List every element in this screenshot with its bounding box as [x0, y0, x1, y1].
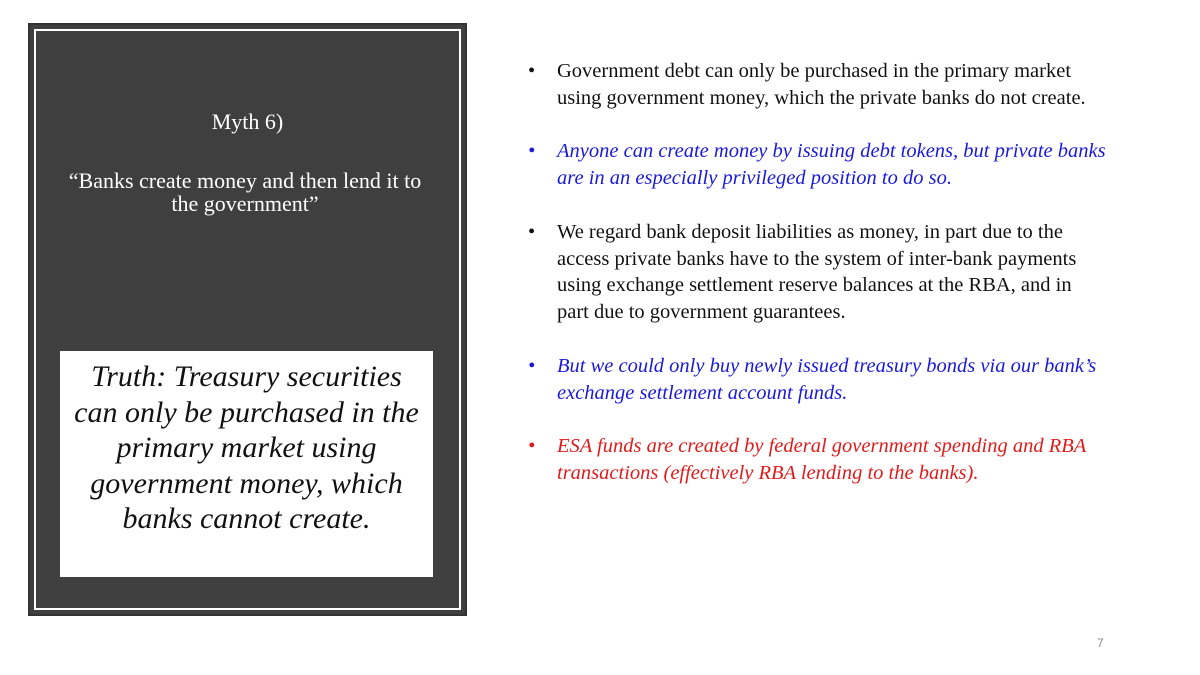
bullet-item — [528, 219, 1108, 326]
bullet-marker: • — [528, 354, 536, 377]
bullet-marker: • — [528, 140, 536, 163]
bullet-marker: • — [528, 435, 536, 458]
bullet-text: ESA funds are created by federal government spending and RBA transactions (effectively RBA lending to the banks). — [557, 435, 1086, 484]
bullet-text: But we could only buy newly issued treasury bonds via our bank’s exchange settlement account funds. — [557, 354, 1097, 404]
bullet-text: We regard bank deposit liabilities as money, in part due to the access private banks have to the system of inter-bank payments using exchange settlement reserve balances at the RBA, and in part due to government guarantees. — [557, 220, 1077, 324]
truth-box — [60, 351, 433, 577]
myth-title: Myth 6) — [211, 109, 284, 134]
page-number: 7 — [1097, 636, 1104, 650]
bullet-marker: • — [528, 220, 536, 243]
bullet-list — [528, 58, 1108, 514]
bullet-item — [528, 138, 1108, 192]
myth-panel — [28, 23, 467, 616]
bullet-marker: • — [528, 60, 536, 82]
bullet-item — [528, 353, 1108, 407]
myth-quote: “Banks create money and then lend it to the government” — [68, 168, 422, 216]
bullet-text: Anyone can create money by issuing debt tokens, but private banks are in an especially privileged position to do so. — [557, 140, 1106, 190]
bullet-text: Government debt can only be purchased in the primary market using government money, which the private banks do not create. — [557, 60, 1086, 109]
bullet-item — [528, 58, 1108, 112]
truth-statement: Truth: Treasury securities can only be purchased in the primary market using government money, which banks cannot create. — [74, 360, 419, 535]
bullet-item — [528, 433, 1108, 487]
